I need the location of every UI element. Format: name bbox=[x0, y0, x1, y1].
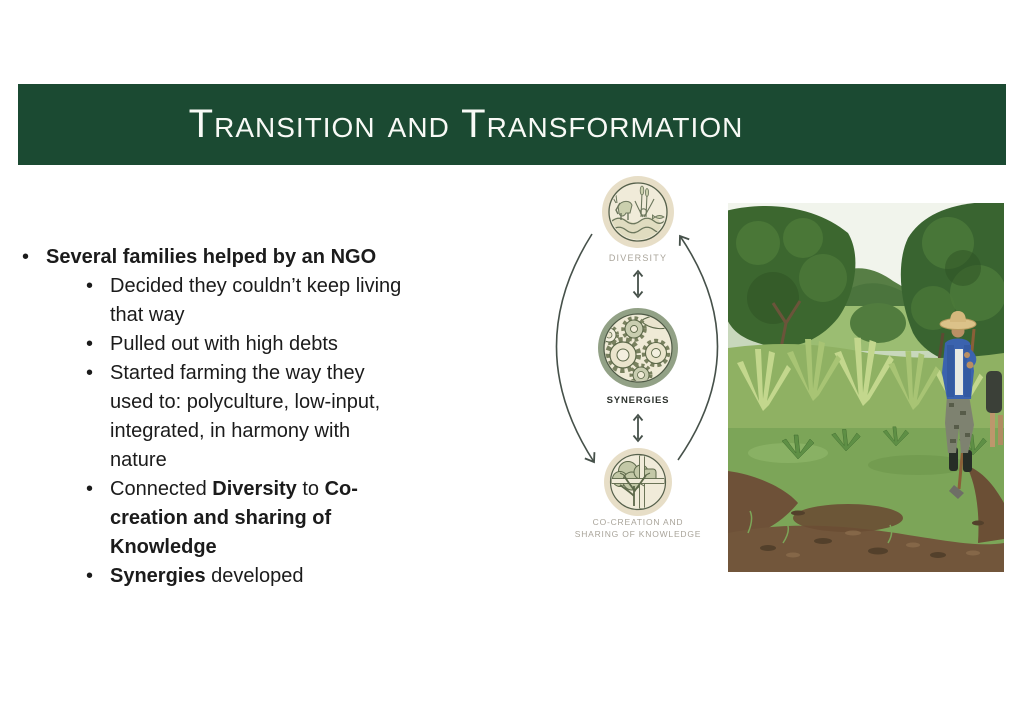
cycle-arrow-left bbox=[556, 234, 594, 462]
list-item bbox=[86, 562, 452, 591]
list-item-text: Connected Diversity to Co-creation and sharing of Knowledge bbox=[110, 478, 358, 558]
bullet-marker: • bbox=[86, 565, 94, 587]
bullet-list bbox=[22, 243, 452, 591]
bullet-marker: • bbox=[86, 333, 94, 355]
list-item-level1 bbox=[22, 243, 452, 272]
level1-text: Several families helped by an NGO bbox=[46, 246, 377, 268]
farm-photo bbox=[728, 203, 1004, 572]
list-item bbox=[86, 359, 452, 475]
cycle-diagram bbox=[546, 172, 736, 567]
list-item-text: Pulled out with high debts bbox=[110, 333, 338, 355]
co-creation-label-line1: CO-CREATION AND bbox=[592, 517, 684, 527]
bullet-marker: • bbox=[86, 362, 94, 384]
bullet-list-level2 bbox=[22, 272, 452, 591]
list-item-text: Started farming the way they used to: polyculture, low-input, integrated, in harmony with nature bbox=[110, 362, 381, 471]
list-item bbox=[86, 272, 452, 330]
list-item bbox=[86, 475, 452, 562]
bullet-marker: • bbox=[22, 246, 30, 268]
updown-arrow-bottom bbox=[634, 415, 643, 441]
bullet-marker: • bbox=[86, 275, 94, 297]
bullet-marker: • bbox=[86, 478, 94, 500]
slide-title: Transition and Transformation bbox=[188, 102, 744, 146]
cycle-arrow-right bbox=[678, 236, 718, 460]
updown-arrow-top bbox=[634, 271, 643, 297]
co-creation-label-line2: SHARING OF KNOWLEDGE bbox=[574, 529, 702, 539]
list-item-text: Decided they couldn’t keep living that way bbox=[110, 275, 402, 326]
title-banner bbox=[18, 84, 1006, 165]
list-item bbox=[86, 330, 452, 359]
diversity-label: DIVERSITY bbox=[608, 253, 668, 263]
list-item-text: Synergies developed bbox=[110, 565, 304, 587]
diversity-node bbox=[602, 176, 674, 263]
synergies-node bbox=[598, 308, 678, 406]
synergies-label: SYNERGIES bbox=[606, 395, 670, 406]
